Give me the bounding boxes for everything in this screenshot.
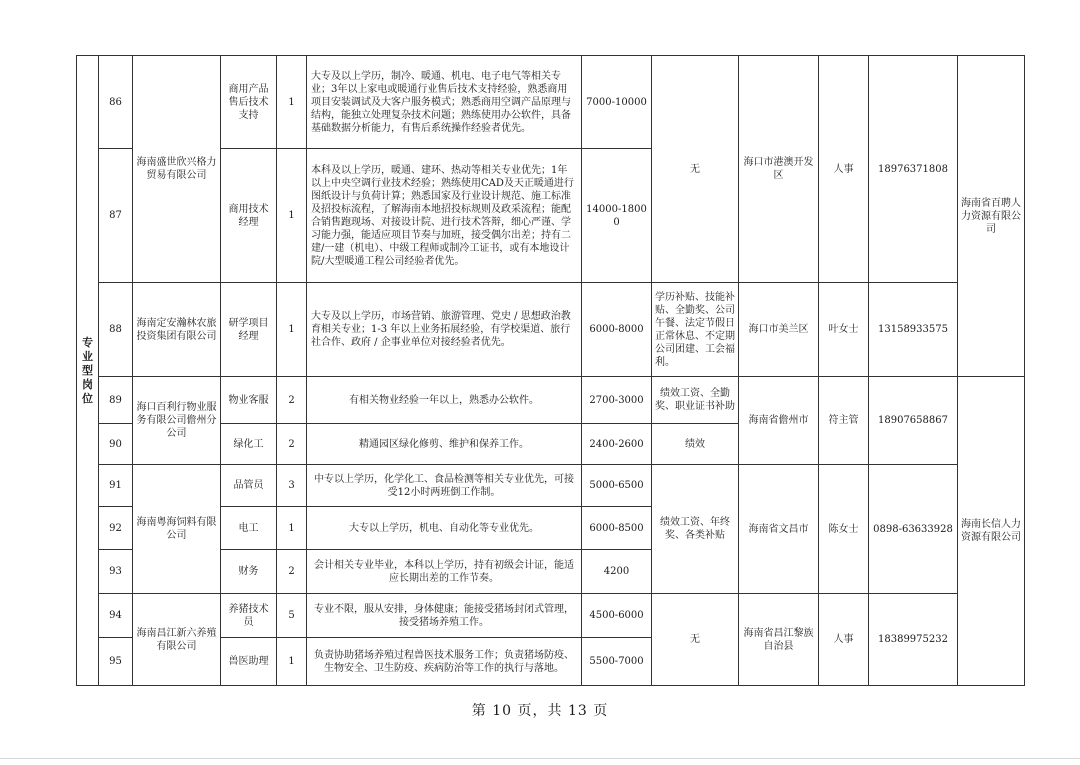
headcount: 1	[277, 638, 307, 686]
benefits: 绩效工资、全勤奖、职业证书补助	[652, 377, 739, 424]
contact-person: 人事	[819, 594, 869, 686]
page-number-footer: 第 10 页，共 13 页	[471, 703, 609, 719]
row-number: 92	[99, 507, 133, 550]
headcount: 2	[277, 550, 307, 594]
table-row	[77, 465, 1025, 507]
salary: 14000-18000	[582, 149, 652, 283]
salary: 5500-7000	[582, 638, 652, 686]
job-requirements: 负责协助猪场养殖过程兽医技术服务工作；负责猪场防疫、生物安全、卫生防疫、疾病防治等工作的执行与落地。	[307, 638, 582, 686]
position-name: 电工	[221, 507, 277, 550]
position-name: 研学项目经理	[221, 283, 277, 377]
category-cell	[77, 56, 99, 686]
category-label: 专业型岗位	[82, 335, 93, 405]
work-location: 海口市港澳开发区	[739, 56, 819, 283]
page-bottom-divider	[0, 758, 1080, 759]
headcount: 1	[277, 507, 307, 550]
job-requirements: 会计相关专业毕业，本科以上学历，持有初级会计证，能适应长期出差的工作节奏。	[307, 550, 582, 594]
company-name: 海南昌江新六养殖有限公司	[133, 594, 221, 686]
benefits: 绩效工资、年终奖、各类补贴	[652, 465, 739, 594]
contact-person: 人事	[819, 56, 869, 283]
work-location: 海南省儋州市	[739, 377, 819, 465]
company-name: 海南粤海饲料有限公司	[133, 465, 221, 594]
salary: 6000-8000	[582, 283, 652, 377]
contact-phone: 0898-63633928	[869, 465, 958, 594]
row-number: 91	[99, 465, 133, 507]
contact-person: 叶女士	[819, 283, 869, 377]
contact-person: 符主管	[819, 377, 869, 465]
salary: 5000-6500	[582, 465, 652, 507]
company-name: 海口百利行物业服务有限公司儋州分公司	[133, 377, 221, 465]
contact-phone: 18907658867	[869, 377, 958, 465]
table-row	[77, 377, 1025, 424]
work-location: 海口市美兰区	[739, 283, 819, 377]
company-name: 海南盛世欣兴格力贸易有限公司	[133, 56, 221, 283]
salary: 4500-6000	[582, 594, 652, 638]
contact-phone: 18389975232	[869, 594, 958, 686]
benefits: 学历补贴、技能补贴、全勤奖、公司午餐、法定节假日正常休息、不定期公司团建、工会福利。	[652, 283, 739, 377]
position-name: 绿化工	[221, 424, 277, 465]
row-number: 94	[99, 594, 133, 638]
row-number: 95	[99, 638, 133, 686]
salary: 2700-3000	[582, 377, 652, 424]
position-name: 物业客服	[221, 377, 277, 424]
row-number: 89	[99, 377, 133, 424]
job-requirements: 有相关物业经验一年以上，熟悉办公软件。	[307, 377, 582, 424]
contact-phone: 18976371808	[869, 56, 958, 283]
benefits: 无	[652, 594, 739, 686]
headcount: 5	[277, 594, 307, 638]
job-requirements: 中专以上学历，化学化工、食品检测等相关专业优先，可接受12小时两班倒工作制。	[307, 465, 582, 507]
position-name: 养猪技术员	[221, 594, 277, 638]
row-number: 88	[99, 283, 133, 377]
salary: 6000-8500	[582, 507, 652, 550]
salary: 2400-2600	[582, 424, 652, 465]
headcount: 3	[277, 465, 307, 507]
contact-person: 陈女士	[819, 465, 869, 594]
position-name: 品管员	[221, 465, 277, 507]
position-name: 兽医助理	[221, 638, 277, 686]
contact-phone: 13158933575	[869, 283, 958, 377]
job-requirements: 精通园区绿化修剪、维护和保养工作。	[307, 424, 582, 465]
company-name: 海南定安瀚林农旅投资集团有限公司	[133, 283, 221, 377]
row-number: 93	[99, 550, 133, 594]
salary: 4200	[582, 550, 652, 594]
headcount: 2	[277, 424, 307, 465]
recruiting-agency: 海南长信人力资源有限公司	[958, 377, 1025, 686]
headcount: 1	[277, 56, 307, 149]
benefits: 绩效	[652, 424, 739, 465]
position-name: 商用技术经理	[221, 149, 277, 283]
benefits: 无	[652, 56, 739, 283]
headcount: 2	[277, 377, 307, 424]
headcount: 1	[277, 283, 307, 377]
position-name: 财务	[221, 550, 277, 594]
work-location: 海南省文昌市	[739, 465, 819, 594]
row-number: 87	[99, 149, 133, 283]
job-requirements: 大专及以上学历，制冷、暖通、机电、电子电气等相关专业；3年以上家电或暖通行业售后技术支持经验，熟悉商用项目安装调试及大客户服务模式；熟悉商用空调产品原理与结构，能独立处理复杂技术问题；熟练使用办公软件，具备基础数据分析能力，有售后系统操作经验者优先。	[307, 56, 582, 149]
row-number: 90	[99, 424, 133, 465]
work-location: 海南省昌江黎族自治县	[739, 594, 819, 686]
job-requirements: 大专及以上学历，市场营销、旅游管理、党史 / 思想政治教育相关专业；1-3 年以上业务拓展经验，有学校渠道、旅行社合作、政府 / 企事业单位对接经验者优先。	[307, 283, 582, 377]
salary: 7000-10000	[582, 56, 652, 149]
job-requirements: 专业不限，服从安排，身体健康；能接受猪场封闭式管理，接受猪场养殖工作。	[307, 594, 582, 638]
headcount: 1	[277, 149, 307, 283]
job-requirements: 大专以上学历，机电、自动化等专业优先。	[307, 507, 582, 550]
recruiting-agency: 海南省百聘人力资源有限公司	[958, 56, 1025, 377]
job-listing-table	[76, 55, 1025, 686]
table-row	[77, 594, 1025, 638]
row-number: 86	[99, 56, 133, 149]
table-row	[77, 56, 1025, 149]
position-name: 商用产品售后技术支持	[221, 56, 277, 149]
job-requirements: 本科及以上学历，暖通、建环、热动等相关专业优先；1年以上中央空调行业技术经验；熟练使用CAD及天正暖通进行图纸设计与负荷计算；熟悉国家及行业设计规范、施工标准及招投标流程，了解海南本地招投标规则及政采流程；能配合销售跑现场、对接设计院、进行技术答辩，细心严谨、学习能力强，能适应项目节奏与加班，接受偶尔出差；持有二建/一建（机电）、中级工程师或制冷工证书，或有本地设计院/大型暖通工程公司经验者优先。	[307, 149, 582, 283]
table-row	[77, 283, 1025, 377]
